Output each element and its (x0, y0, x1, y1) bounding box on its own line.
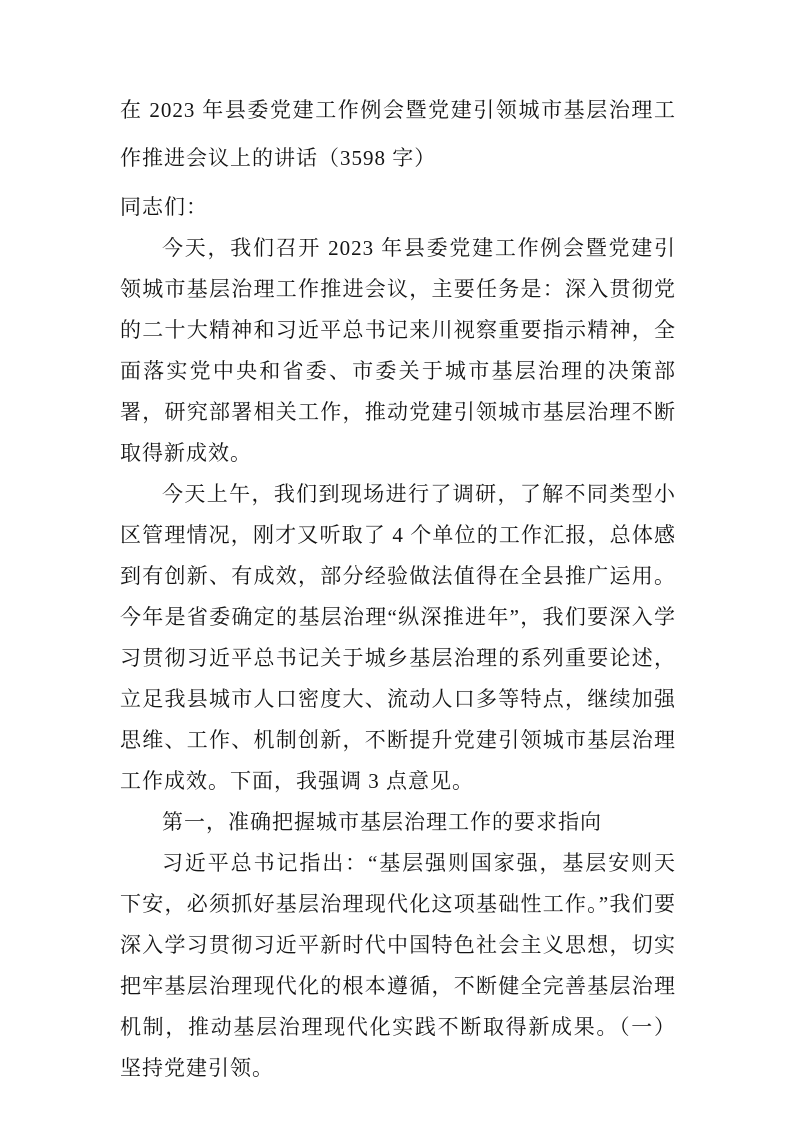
document-title: 在 2023 年县委党建工作例会暨党建引领城市基层治理工作推进会议上的讲话（3598 字） (120, 98, 676, 170)
section-heading-first-point: 第一，准确把握城市基层治理工作的要求指向 (162, 810, 602, 834)
paragraph-research-summary: 今天上午，我们到现场进行了调研，了解不同类型小区管理情况，刚才又听取了 4 个单位的工作汇报，总体感到有创新、有成效，部分经验做法值得在全县推广运用。今年是省委确定的基层治理“纵深推进年”，我们要深入学习贯彻习近平总书记关于城乡基层治理的系列重要论述，立足我县城市人口密度大、流动人口多等特点，继续加强思维、工作、机制创新，不断提升党建引领城市基层治理工作成效。下面，我强调 3 点意见。 (120, 482, 676, 793)
document-content (120, 86, 676, 1089)
salutation: 同志们： (120, 195, 208, 219)
paragraph-opening: 今天，我们召开 2023 年县委党建工作例会暨党建引领城市基层治理工作推进会议，主要任务是：深入贯彻党的二十大精神和习近平总书记来川视察重要指示精神，全面落实党中央和省委、市委关于城市基层治理的决策部署，研究部署相关工作，推动党建引领城市基层治理不断取得新成效。 (120, 236, 676, 465)
paragraph-first-point-body: 习近平总书记指出：“基层强则国家强，基层安则天下安，必须抓好基层治理现代化这项基础性工作。”我们要深入学习贯彻习近平新时代中国特色社会主义思想，切实把牢基层治理现代化的根本遵循，不断健全完善基层治理机制，推动基层治理现代化实践不断取得新成果。（一）坚持党建引领。 (120, 851, 676, 1080)
